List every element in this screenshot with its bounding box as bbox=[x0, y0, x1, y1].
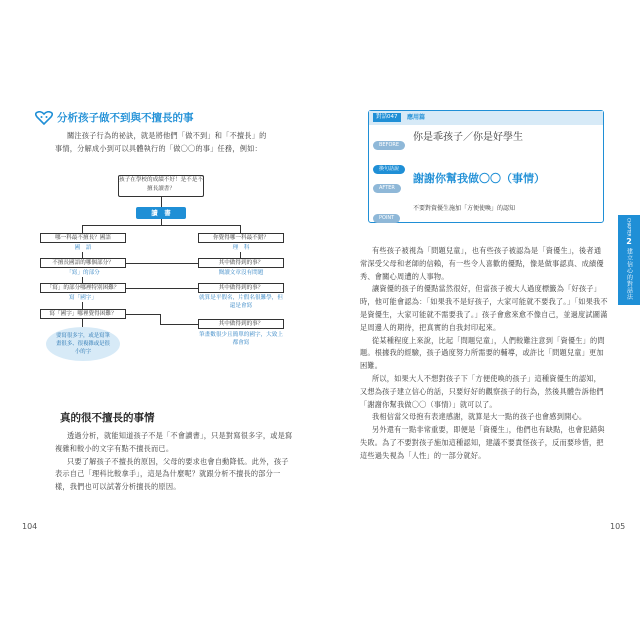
chapter-title: 建立信心的對話法 bbox=[625, 247, 633, 300]
change-tag: 換句話說 bbox=[373, 165, 405, 174]
point-tag: POINT bbox=[373, 214, 400, 223]
flow-q-part: 不擅長國語的哪個部分？ bbox=[40, 258, 126, 268]
chapter-side-tab bbox=[618, 215, 640, 305]
flow-q-subject: 哪一科最不擅長？國語 bbox=[40, 233, 126, 243]
flow-q-kanji: 寫「國字」哪裡覺得困難？ bbox=[40, 309, 126, 319]
flow-q-write: 「寫」的部分哪裡特別困難？ bbox=[40, 283, 126, 293]
heading-2: 真的很不擅長的事情 bbox=[60, 412, 155, 424]
flow-q-worry: 其中做得到的事？ bbox=[198, 258, 284, 268]
after-tag: AFTER bbox=[373, 184, 401, 193]
heart-icon bbox=[35, 110, 53, 124]
flow-q-can1: 其中做得到的事？ bbox=[198, 283, 284, 293]
right-page bbox=[320, 0, 640, 640]
right-body: 有些孩子被視為「問題兒童」，也有些孩子被認為是「資優生」，後者通常深受父母和老師的信賴，有一些令人喜歡的優點，像是做事認真、成績優秀、會關心周遭的人事物。 讓資優的孩子的優點當然很好，但當孩子被大人過度標籤為「好孩子」時，他可能會認為：「如果我不是好孩子，大家可能就不要我了。」「如果我不是資優生，大家可能就不需要我了。」孩子會愈來愈不像自己，並過度試圖滿足周邊人的期待，把真實的自我封印起來。 從某種程度上來說，比起「問題兒童」，人們較難注意到「資優生」的問題。根據我的經驗，孩子過度努力所需要的輔導，或許比「問題兒童」更加困難。 所以，如果大人不想對孩子下「方便使喚的孩子」這種資優生的認知，又想為孩子建立信心的話，只要好好的觀察孩子的行為，然後具體告訴他們「謝謝你幫我做〇〇（事情）」就可以了。 我相信當父母抱有表達感謝，就算是大一點的孩子也會感到開心。 另外還有一點非常重要，即便是「資優生」，他們也有缺點，也會犯錯與失敗。為了不要對孩子施加這種認知，建議不要責怪孩子，反而要珍惜，把這些過失視為「人性」的一部分就好。 bbox=[360, 246, 608, 460]
point-text: 不要對資優生施加「方便使喚」的認知 bbox=[413, 205, 516, 212]
flow-a-part: 「寫」的部分 bbox=[66, 270, 100, 276]
flow-reading-label: 讀 書 bbox=[136, 207, 186, 219]
flow-diagram bbox=[40, 175, 290, 385]
before-tag: BEFORE bbox=[373, 141, 405, 150]
flow-bubble: 要寫很多字，或是寫筆畫很多、很複雜或是很小的字 bbox=[46, 327, 120, 361]
section-title: 分析孩子做不到與不擅長的事 bbox=[57, 112, 194, 124]
dialogue-box bbox=[368, 110, 604, 223]
flow-like: 理 科 bbox=[232, 245, 250, 251]
before-text: 你是乖孩子／你是好學生 bbox=[413, 132, 523, 143]
flow-q-can2: 其中做得到的事？ bbox=[198, 319, 284, 329]
intro-text: 關注孩子行為的祕訣，就是將他們「做不到」和「不擅長」的 事情，分解成小到可以具體執行的「做〇〇的事」任務，例如： bbox=[55, 131, 267, 153]
flow-a-worry: 閱讀文章沒有問題 bbox=[218, 270, 264, 276]
after-text: 謝謝你幫我做〇〇（事情） bbox=[413, 172, 545, 185]
flow-a-can1: 就算是平假名，片假名很難學，但還是會寫 bbox=[199, 295, 283, 309]
flow-a-can2: 筆畫數很少且簡單的國字，大致上都會寫 bbox=[199, 332, 283, 346]
flow-q-weak: 你覺得哪一科最不錯？ bbox=[198, 233, 284, 243]
page-number-left: 104 bbox=[22, 522, 38, 531]
left-body: 透過分析，就能知道孩子不是「不會讀書」，只是對寫很多字，或是寫複雜和較小的文字有點不擅長而已。 只要了解孩子不擅長的原因，父母的要求也會自動降低。此外，孩子表示自己「理科比較拿手」，這是為什麼呢？就跟分析不擅長的部分一樣，我們也可以試著分析擅長的原因。 bbox=[55, 431, 293, 492]
flow-guoyu: 國 語 bbox=[74, 245, 92, 251]
page-number-right: 105 bbox=[610, 522, 626, 531]
chapter-label: CHAPTER bbox=[626, 218, 632, 237]
box-header: 對話047 應用篇 bbox=[369, 111, 603, 125]
chapter-number: 2 bbox=[626, 236, 632, 246]
flow-question-top: 孩子在學校的成績不好！是不是不擅長讀書？ bbox=[118, 175, 204, 197]
flow-a-write: 寫「國字」 bbox=[69, 295, 97, 301]
